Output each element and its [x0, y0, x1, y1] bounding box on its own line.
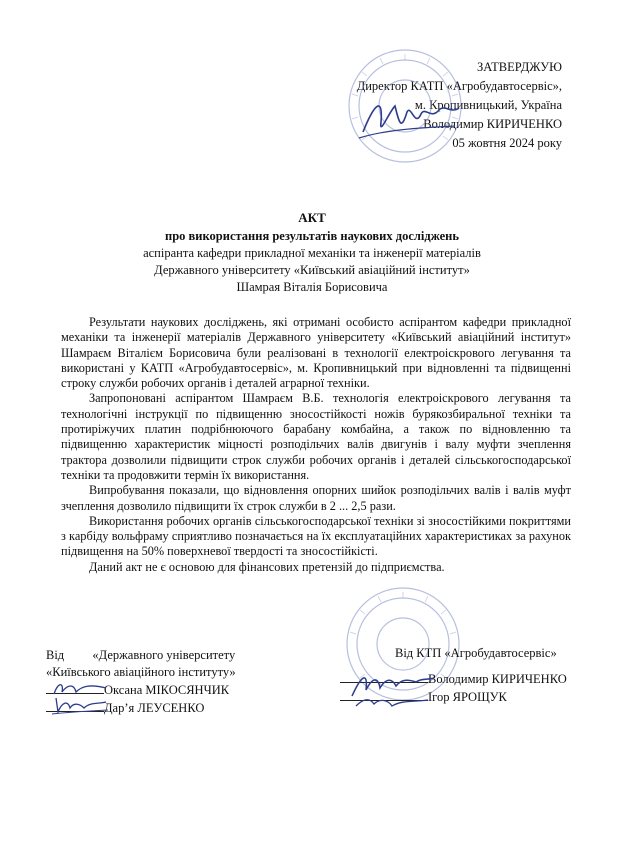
act-subheading: про використання результатів наукових досліджень [165, 229, 459, 243]
approver-name: Володимир КИРИЧЕНКО [423, 117, 562, 131]
signature-block-right [340, 645, 580, 706]
approver-city: м. Кропивницький, Україна [414, 98, 562, 112]
signer-name-kyrychenko: Володимир КИРИЧЕНКО [428, 672, 567, 686]
act-heading: АКТ [298, 210, 326, 225]
paragraph-tests: Випробування показали, що відновлення опорних шийок розподільчих валів і валів муфт зчеплення дозволило підвищити їх строк служби в 2 ... 2,5 рази. [61, 483, 571, 513]
approval-block [357, 58, 562, 153]
paragraph-disclaimer: Даний акт не є основою для фінансових претензій до підприємства. [89, 559, 445, 574]
company-org-label: Від КТП «Агробудавтосервіс» [395, 646, 557, 660]
act-body [61, 315, 571, 575]
signer-name-leusenko: Дар’я ЛЕУСЕНКО [104, 701, 205, 715]
act-title-block [0, 209, 624, 296]
signer-name-yaroshchuk: Ігор ЯРОЩУК [428, 690, 507, 704]
university-name-line2: «Київського авіаційного інституту» [46, 665, 236, 679]
title-line-3: Шамрая Віталія Борисовича [236, 280, 388, 294]
paragraph-usage: Використання робочих органів сільськогосподарської техніки зі зносостійкими покриттями з карбіду вольфраму сприятливо позначається на їх експлуатаційних характеристиках за рахунок підвищення на 50% поверхневої твердості та зносостійкісті. [61, 513, 571, 559]
university-name-line1: «Державного університету [92, 648, 236, 662]
paragraph-results: Результати наукових досліджень, які отримані особисто аспірантом кафедри прикладної механіки та інженерії матеріалів Державного університету «Київський авіаційний інститут» Шамраєм Віталієм Борисовича були реалізовані в технології електроіскрового легування та використані у КАТП «Агробудавтосервіс», м. Кропивницький при відновленні та підвищенні строку служби робочих органів і деталей аграрної техніки. [61, 315, 571, 391]
title-line-1: аспіранта кафедри прикладної механіки та інженерії матеріалів [143, 246, 481, 260]
approve-word: ЗАТВЕРДЖУЮ [476, 60, 562, 74]
title-line-2: Державного університету «Київський авіаційний інститут» [154, 263, 470, 277]
signature-block-left [46, 647, 306, 717]
approval-date: 05 жовтня 2024 року [452, 136, 562, 150]
from-label-left: Від [46, 648, 65, 662]
signer-name-mikosianchyk: Оксана МІКОСЯНЧИК [104, 683, 230, 697]
approver-position: Директор КАТП «Агробудавтосервіс», [356, 79, 562, 93]
paragraph-technology: Запропоновані аспірантом Шамраєм В.Б. технологія електроіскрового легування та технологічні інструкції по підвищенню зносостійкості ножів бурякозбиральної техніки та протиріжучих платин подрібнюючого барабану комбайна, а також по відновленню та підвищенню характеристик міцності розподільчих валів двигунів і валу муфти зчеплення трактора дозволили підвищити строк служби робочих органів і деталей сільськогосподарської техніки та продовжити термін їх використання. [61, 391, 571, 482]
